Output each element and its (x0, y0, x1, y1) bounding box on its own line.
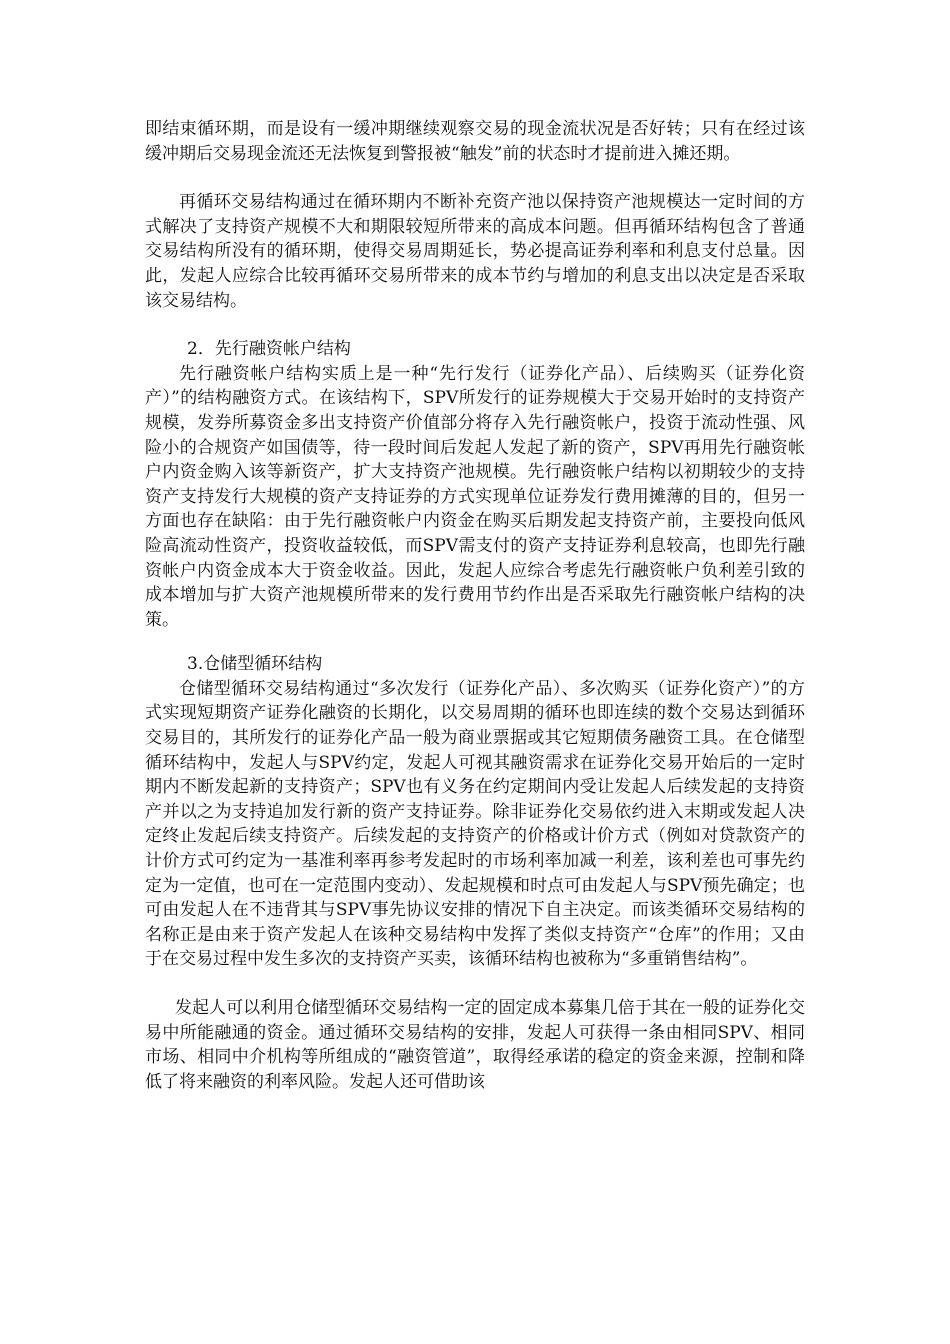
paragraph-warehouse-structure: 仓储型循环交易结构通过“多次发行（证券化产品）、多次购买（证券化资产）”的方式实现短期资产证券化融资的长期化，以交易周期的循环也即连续的数个交易达到循环交易目的，其所发行的证券化产品一般为商业票据或其它短期债务融资工具。在仓储型循环结构中，发起人与SPV约定，发起人可视其融资需求在证券化交易开始后的一定时期内不断发起新的支持资产；SPV也有义务在约定期间内受让发起人后续发起的支持资产并以之为支持追加发行新的资产支持证券。除非证券化交易依约进入末期或发起人决定终止发起后续支持资产。后续发起的支持资产的价格或计价方式（例如对贷款资产的计价方式可约定为一基准利率再参考发起时的市场利率加减一利差，该利差也可事先约定为一定值，也可在一定范围内变动）、发起规模和时点可由发起人与SPV预先确定；也可由发起人在不违背其与SPV事先协议安排的情况下自主决定。而该类循环交易结构的名称正是由来于资产发起人在该种交易结构中发挥了类似支持资产“仓库”的作用；又由于在交易过程中发生多次的支持资产买卖，该循环结构也被称为“多重销售结构”。 (145, 678, 805, 970)
paragraph-revolving-structure: 再循环交易结构通过在循环期内不断补充资产池以保持资产池规模达一定时间的方式解决了支持资产规模不大和期限较短所带来的高成本问题。但再循环结构包含了普通交易结构所没有的循环期，使得交易周期延长，势必提高证券利率和利息支付总量。因此，发起人应综合比较再循环交易所带来的成本节约与增加的利息支出以决定是否采取该交易结构。 (145, 192, 805, 311)
heading-warehouse-structure: 3.仓储型循环结构 (187, 654, 323, 675)
document-page (145, 117, 805, 1094)
paragraph-prefunding-account: 先行融资帐户结构实质上是一种“先行发行（证券化产品）、后续购买（证券化资产）”的结构融资方式。在该结构下，SPV所发行的证券规模大于交易开始时的支持资产规模，发券所募资金多出支持资产价值部分将存入先行融资帐户，投资于流动性强、风险小的合规资产如国债等，待一段时间后发起人发起了新的资产，SPV再用先行融资帐户内资金购入该等新资产，扩大支持资产池规模。先行融资帐户结构以初期较少的支持资产支持发行大规模的资产支持证券的方式实现单位证券发行费用摊薄的目的，但另一方面也存在缺陷：由于先行融资帐户内资金在购买后期发起支持资产前，主要投向低风险高流动性资产，投资收益较低，而SPV需支付的资产支持证券利息较高，也即先行融资帐户内资金成本大于资金收益。因此，发起人应综合考虑先行融资帐户负利差引致的成本增加与扩大资产池规模所带来的发行费用节约作出是否采取先行融资帐户结构的决策。 (145, 363, 805, 630)
heading-prefunding-account: 2．先行融资帐户结构 (187, 339, 351, 360)
paragraph-buffer-period: 即结束循环期，而是设有一缓冲期继续观察交易的现金流状况是否好转；只有在经过该缓冲期后交易现金流还无法恢复到警报被“触发”前的状态时才提前进入摊还期。 (145, 119, 805, 164)
paragraph-financing-conduit: 发起人可以利用仓储型循环交易结构一定的固定成本募集几倍于其在一般的证券化交易中所能融通的资金。通过循环交易结构的安排，发起人可获得一条由相同SPV、相同市场、相同中介机构等所组成的“融资管道”，取得经承诺的稳定的资金来源，控制和降低了将来融资的利率风险。发起人还可借助该 (145, 998, 805, 1092)
